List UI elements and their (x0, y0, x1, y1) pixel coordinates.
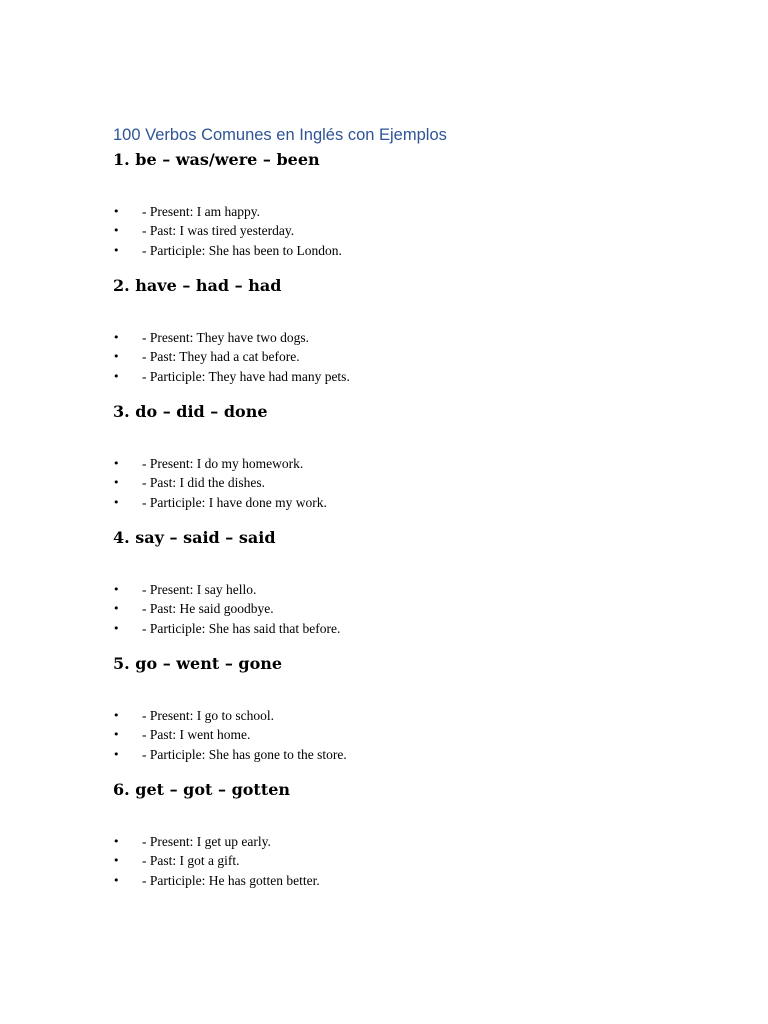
list-item (113, 367, 713, 386)
example-text: - Past: I got a gift. (142, 853, 240, 869)
list-item (113, 202, 713, 221)
bullet-icon: • (113, 476, 120, 490)
list-item (113, 619, 713, 638)
verb-section-say (113, 527, 713, 638)
list-item (113, 580, 713, 599)
example-list (113, 328, 713, 386)
example-text: - Participle: They have had many pets. (142, 368, 350, 384)
list-item (113, 328, 713, 347)
list-item (113, 599, 713, 618)
example-list (113, 580, 713, 638)
example-text: - Present: I go to school. (142, 708, 274, 723)
example-text: - Present: They have two dogs. (142, 330, 309, 345)
list-item (113, 454, 713, 473)
example-text: - Present: I get up early. (142, 834, 271, 849)
bullet-icon: • (113, 369, 120, 383)
list-item (113, 493, 713, 512)
example-text: - Participle: She has been to London. (142, 242, 342, 258)
list-item (113, 241, 713, 260)
list-item (113, 745, 713, 764)
bullet-icon: • (113, 495, 120, 509)
example-text: - Participle: She has gone to the store. (142, 746, 347, 762)
list-item (113, 851, 713, 870)
section-heading: 1. be – was/were – been (113, 150, 320, 169)
example-list (113, 832, 713, 890)
bullet-icon: • (113, 854, 120, 868)
example-text: - Past: I was tired yesterday. (142, 223, 295, 239)
document-title: 100 Verbos Comunes en Inglés con Ejemplos (113, 126, 447, 144)
section-heading: 5. go – went – gone (113, 654, 283, 673)
section-heading: 2. have – had – had (113, 276, 282, 295)
example-text: - Present: I do my homework. (142, 456, 304, 471)
bullet-icon: • (113, 728, 120, 742)
list-item (113, 725, 713, 744)
list-item (113, 221, 713, 240)
example-text: - Past: He said goodbye. (142, 601, 274, 617)
example-text: - Past: They had a cat before. (142, 349, 300, 365)
bullet-icon: • (113, 350, 120, 364)
verb-section-have (113, 275, 713, 386)
bullet-icon: • (113, 621, 120, 635)
section-heading: 6. get – got – gotten (113, 780, 291, 799)
example-list (113, 706, 713, 764)
list-item (113, 347, 713, 366)
verb-section-do (113, 401, 713, 512)
example-text: - Present: I say hello. (142, 582, 257, 597)
bullet-icon: • (113, 331, 120, 344)
example-list (113, 454, 713, 512)
bullet-icon: • (113, 583, 120, 596)
section-heading: 3. do – did – done (113, 402, 268, 421)
list-item (113, 871, 713, 890)
list-item (113, 473, 713, 492)
bullet-icon: • (113, 602, 120, 616)
bullet-icon: • (113, 873, 120, 887)
list-item (113, 706, 713, 725)
example-text: - Participle: She has said that before. (142, 620, 341, 636)
bullet-icon: • (113, 747, 120, 761)
verb-section-get (113, 779, 713, 890)
example-text: - Participle: I have done my work. (142, 494, 327, 510)
verb-section-go (113, 653, 713, 764)
bullet-icon: • (113, 457, 120, 470)
bullet-icon: • (113, 243, 120, 257)
example-text: - Present: I am happy. (142, 204, 260, 219)
bullet-icon: • (113, 224, 120, 238)
list-item (113, 832, 713, 851)
example-text: - Past: I went home. (142, 727, 251, 743)
example-text: - Participle: He has gotten better. (142, 872, 320, 888)
section-heading: 4. say – said – said (113, 528, 276, 547)
verb-section-be (113, 149, 713, 260)
example-list (113, 202, 713, 260)
bullet-icon: • (113, 709, 120, 722)
example-text: - Past: I did the dishes. (142, 475, 265, 491)
bullet-icon: • (113, 205, 120, 218)
bullet-icon: • (113, 835, 120, 848)
